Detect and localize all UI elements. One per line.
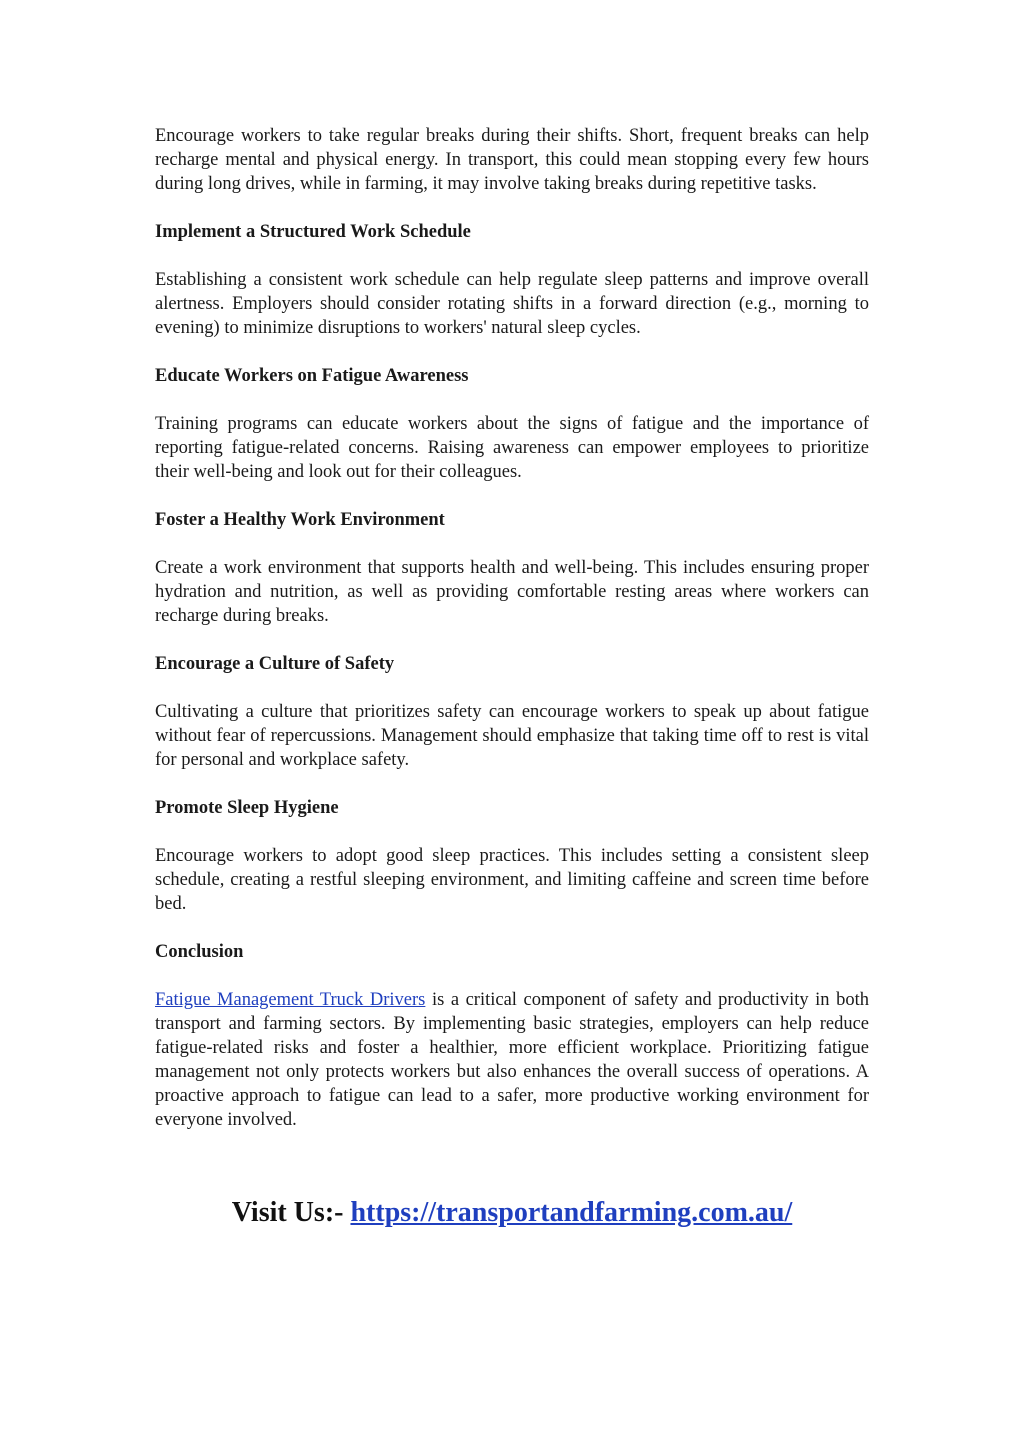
- conclusion-text: is a critical component of safety and productivity in both transport and farming sectors. By implementing basic strategies, employers can help reduce fatigue-related risks and foster a healthier, more efficient workplace. Prioritizing fatigue management not only protects workers but also enhances the overall success of operations. A proactive approach to fatigue can lead to a safer, more productive working environment for everyone involved.: [155, 990, 869, 1130]
- culture-paragraph: Cultivating a culture that prioritizes safety can encourage workers to speak up about fatigue without fear of repercussions. Management should emphasize that taking time off to rest is vital for personal and workplace safety.: [155, 702, 869, 770]
- sleep-heading: Promote Sleep Hygiene: [155, 798, 339, 818]
- sleep-paragraph: Encourage workers to adopt good sleep practices. This includes setting a consistent sleep schedule, creating a restful sleeping environment, and limiting caffeine and screen time before bed.: [155, 846, 869, 914]
- conclusion-paragraph: [155, 988, 869, 1132]
- environment-paragraph: Create a work environment that supports health and well-being. This includes ensuring proper hydration and nutrition, as well as providing comfortable resting areas where workers can recharge during breaks.: [155, 558, 869, 626]
- document-body: [155, 124, 869, 1156]
- schedule-paragraph: Establishing a consistent work schedule can help regulate sleep patterns and improve overall alertness. Employers should consider rotating shifts in a forward direction (e.g., morning to evening) to minimize disruptions to workers' natural sleep cycles.: [155, 270, 869, 338]
- visit-us-label: Visit Us:-: [231, 1197, 351, 1228]
- educate-paragraph: Training programs can educate workers about the signs of fatigue and the importance of reporting fatigue-related concerns. Raising awareness can empower employees to prioritize their well-being and look out for their colleagues.: [155, 414, 869, 482]
- website-link[interactable]: https://transportandfarming.com.au/: [350, 1197, 793, 1228]
- visit-us-footer: [0, 1193, 1024, 1233]
- fatigue-management-link[interactable]: Fatigue Management Truck Drivers: [155, 990, 426, 1010]
- schedule-heading: Implement a Structured Work Schedule: [155, 222, 471, 242]
- culture-heading: Encourage a Culture of Safety: [155, 654, 395, 674]
- intro-paragraph: Encourage workers to take regular breaks during their shifts. Short, frequent breaks can help recharge mental and physical energy. In transport, this could mean stopping every few hours during long drives, while in farming, it may involve taking breaks during repetitive tasks.: [155, 126, 869, 194]
- conclusion-heading: Conclusion: [155, 942, 244, 962]
- environment-heading: Foster a Healthy Work Environment: [155, 510, 445, 530]
- educate-heading: Educate Workers on Fatigue Awareness: [155, 366, 469, 386]
